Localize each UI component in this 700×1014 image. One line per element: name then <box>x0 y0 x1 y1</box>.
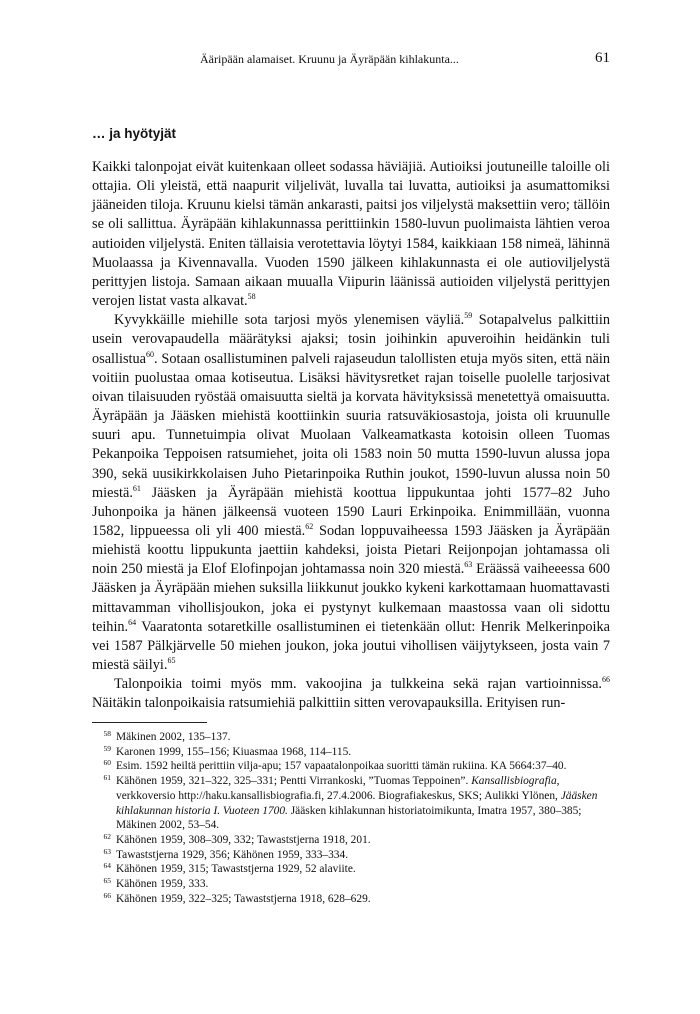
footnote-61-part-a: Kähönen 1959, 321–322, 325–331; Pentti Virrankoski, ”Tuomas Teppoinen”. <box>116 775 472 788</box>
footnote-divider <box>92 722 207 723</box>
footnote-ref-61[interactable]: 61 <box>132 483 141 493</box>
footnote-number: 61 <box>103 773 111 783</box>
footnote-66 <box>92 892 610 907</box>
paragraph-1-text: Kaikki talonpojat eivät kuitenkaan olleet sodassa häviäjiä. Autioiksi joutuneille taloille oli ottajia. Oli yleistä, että naapurit viljelivät, luvalla tai luvatta, autioiksi ja asumattomiksi jääneiden tiloja. Kruunu kielsi tämän ankarasti, paitsi jos viljelystä maksettiin vero; tällöin se oli sallittua. Äyräpään kihlakunnassa perittiinkin 1580-luvun puolimaista lähtien veroa autioiden viljelystä. Eniten tällaisia verotettavia löytyi 1584, kaikkiaan 158 nimeä, lähinnä Muolaassa ja Kivennavalla. Vuoden 1590 jälkeen kihlakunnasta ei ole autioviljelystä perittyjen listoja. Samaan aikaan muualla Viipurin läänissä autioiden viljelystä perittyjen verojen listat vasta alkavat. <box>92 159 610 310</box>
footnote-59 <box>92 745 610 760</box>
footnote-number: 58 <box>103 729 111 738</box>
footnote-number: 62 <box>103 831 111 841</box>
footnote-65 <box>92 877 610 892</box>
page-number: 61 <box>595 50 610 66</box>
paragraph-2-text-g: Vaaratonta sotaretkille osallistuminen ei tietenkään ollut: Henrik Melkerinpoika vei 1587 Pälkjärvelle 50 miehen joukon, joka joutui vihollisen väijytykseen, josta vain 7 miestä säilyi. <box>92 618 610 674</box>
footnote-61-part-c: , verkkoversio http://haku.kansallisbiografia.fi, 27.4.2006. Biografiakeskus, SKS; Aulikki Ylönen, <box>116 775 561 802</box>
paragraph-2-text-b: Sotapalvelus palkittiin usein verovapaudella määrätyksi ajaksi; tosin joihinkin apuveroihin heidänkin tuli osallistua <box>92 312 610 367</box>
footnote-text: Kähönen 1959, 322–325; Tawaststjerna 1918, 628–629. <box>116 892 371 905</box>
footnote-number: 65 <box>103 876 111 886</box>
paragraph-2-text-d: Jääsken ja Äyräpään miehistä koottua lippukuntaa johti 1577–82 Juho Juhonpoika ja hänen jälkeensä vuoteen 1590 Lauri Erkinpoika. Enimmillään, vuonna 1582, lippueessa oli yli 400 miestä. <box>92 484 610 539</box>
footnote-63 <box>92 848 610 863</box>
footnote-61-book-title: Jääsken kihlakunnan historia I. Vuoteen 1700. <box>116 789 598 817</box>
footnotes <box>92 730 610 906</box>
paragraph-2-text-c: . Sotaan osallistuminen palveli rajaseudun talollisten etuja myös siten, että näin voitiin puolustaa omaa kotiseutua. Lisäksi hävitysretket rajan toiselle puolelle tarjosivat oivan tilaisuuden ryöstää omaisuutta sieltä ja korvata hävityksissä menetettyä omaisuutta. Äyräpään ja Jääsken miehistä koottiinkin suuria ratsuväkiosastoja, joista oli kruunulle suuri apu. Tunnetuimpia olivat Muolaan Valkeamatkasta kotoisin olleen Tuomas Pekanpoika Teppoisen ratsumiehet, joita oli 1583 noin 50 mutta 1590-luvun alussa jopa 390, sekä uusikirkkolaisen Juho Pietarinpoika Ruthin joukot, 1590-luvun alussa noin 50 miestä. <box>92 350 610 501</box>
footnote-text: Karonen 1999, 155–156; Kiuasmaa 1968, 114–115. <box>116 745 352 758</box>
footnote-64 <box>92 862 610 877</box>
footnote-text: Kähönen 1959, 308–309, 332; Tawaststjerna 1918, 201. <box>116 833 371 846</box>
footnote-ref-64[interactable]: 64 <box>128 617 137 627</box>
footnote-text: Kähönen 1959, 315; Tawaststjerna 1929, 52 alaviite. <box>116 863 356 876</box>
footnote-ref-65[interactable]: 65 <box>167 656 176 666</box>
footnote-ref-60[interactable]: 60 <box>146 349 155 359</box>
body-text <box>92 158 610 714</box>
paragraph-3-text-a: Talonpoikia toimi myös mm. vakoojina ja tulkkeina sekä rajan vartioinnissa. <box>114 676 602 693</box>
footnote-number: 66 <box>103 890 111 900</box>
paragraph-3 <box>92 675 610 713</box>
footnote-number: 60 <box>103 758 111 768</box>
paragraph-2-text-f: Eräässä vaiheeessa 600 Jääsken ja Äyräpään miehen suksilla liikkunut joukko kykeni karkottamaan huomattavasti mittavamman vihollisjoukon, joka ei pystynyt kulkemaan maastossa vaan oli sidottu teihin. <box>92 561 610 635</box>
footnote-text <box>116 774 610 833</box>
footnote-ref-62[interactable]: 62 <box>305 522 314 532</box>
footnote-number: 64 <box>103 861 111 871</box>
footnote-61 <box>92 774 610 833</box>
paragraph-2-text-a: Kyvykkäille miehille sota tarjosi myös ylenemisen väyliä. <box>114 312 465 329</box>
footnote-61-publication: Kansallisbiografia <box>471 775 557 788</box>
footnote-ref-59[interactable]: 59 <box>464 311 473 321</box>
paragraph-3-text-b: Näitäkin talonpoikaisia ratsumiehiä palkittiin sitten verovapauksilla. Erityisen run- <box>92 695 566 712</box>
paragraph-1 <box>92 158 610 311</box>
paragraph-2 <box>92 311 610 675</box>
footnote-61-part-e: Jääsken kihlakunnan historiatoimikunta, Imatra 1957, 380–385; Mäkinen 2002, 53–54. <box>116 804 582 832</box>
footnote-62 <box>92 833 610 848</box>
footnote-text: Esim. 1592 heiltä perittiin vilja-apu; 157 vapaatalonpoikaa suoritti tämän rukiina. KA 5664:37–40. <box>116 760 567 773</box>
running-title: Ääripään alamaiset. Kruunu ja Äyräpään kihlakunta... <box>200 52 459 66</box>
footnote-number: 63 <box>103 846 111 856</box>
footnote-text: Tawaststjerna 1929, 356; Kähönen 1959, 333–334. <box>116 848 349 861</box>
footnote-text: Kähönen 1959, 333. <box>116 878 209 891</box>
footnote-ref-63[interactable]: 63 <box>464 560 473 570</box>
footnote-ref-58[interactable]: 58 <box>247 292 256 302</box>
footnote-60 <box>92 759 610 774</box>
footnote-number: 59 <box>103 743 111 753</box>
footnote-ref-66[interactable]: 66 <box>602 675 610 685</box>
paragraph-2-text-e: Sodan loppuvaiheessa 1593 Jääsken ja Äyräpään miehistä koottu lippukunta jaettiin kahdeksi, joista Pietari Reijonpojan johtamassa oli noin 250 miestä ja Elof Elofinpojan johtamassa noin 320 miestä. <box>92 522 610 578</box>
footnote-58 <box>92 730 610 745</box>
section-heading: … ja hyötyjät <box>92 126 177 141</box>
footnote-text: Mäkinen 2002, 135–137. <box>116 731 231 743</box>
